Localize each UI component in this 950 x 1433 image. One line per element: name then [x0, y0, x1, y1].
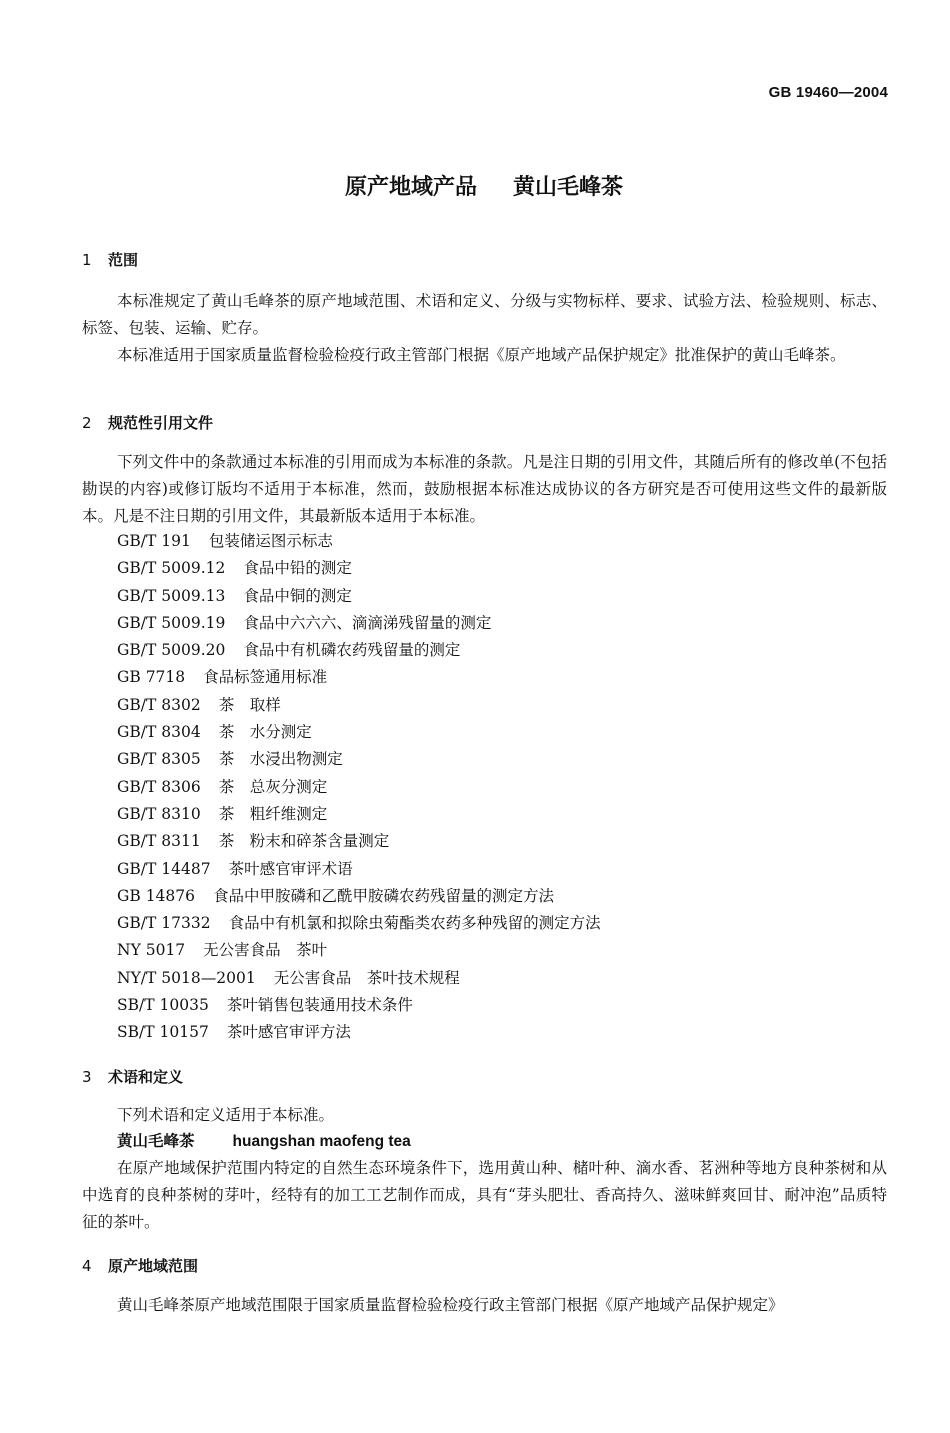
reference-name: 茶 粉末和碎茶含量测定	[218, 832, 390, 851]
reference-code: GB/T 14487	[117, 859, 211, 878]
title-part-1: 原产地域产品	[344, 175, 477, 200]
reference-name: 茶 水分测定	[218, 723, 312, 742]
reference-item	[117, 801, 601, 828]
reference-name: 食品中六六六、滴滴涕残留量的测定	[243, 613, 492, 632]
reference-item	[117, 583, 601, 610]
reference-name: 无公害食品 茶叶	[203, 941, 328, 960]
reference-name: 食品中铅的测定	[243, 559, 352, 578]
reference-code: GB/T 5009.13	[117, 586, 226, 605]
section-2-paragraph-1: 下列文件中的条款通过本标准的引用而成为本标准的条款。凡是注日期的引用文件，其随后所有的修改单(不包括勘误的内容)或修订版均不适用于本标准，然而，鼓励根据本标准达成协议的各方研究是否可使用这些文件的最新版本。凡是不注日期的引用文件，其最新版本适用于本标准。	[82, 453, 887, 525]
reference-item	[117, 883, 601, 910]
section-title: 范围	[108, 251, 139, 269]
term-definition: 在原产地域保护范围内特定的自然生态环境条件下，选用黄山种、槠叶种、滴水香、茗洲种等地方良种茶树和从中选育的良种茶树的芽叶，经特有的加工工艺制作而成，具有“芽头肥壮、香高持久、滋味鲜爽回甘、耐冲泡”品质特征的茶叶。	[82, 1159, 887, 1231]
reference-code: GB/T 8306	[117, 777, 201, 796]
reference-code: GB 14876	[117, 886, 196, 905]
reference-item	[117, 610, 601, 637]
reference-code: NY 5017	[117, 941, 186, 960]
section-title: 原产地域范围	[108, 1257, 199, 1275]
section-3-heading	[82, 1066, 183, 1087]
term-entry	[117, 1129, 411, 1151]
title-part-2: 黄山毛峰茶	[513, 175, 624, 200]
term-english: huangshan maofeng tea	[232, 1133, 411, 1150]
reference-code: GB/T 17332	[117, 914, 211, 933]
reference-item	[117, 992, 601, 1019]
reference-name: 食品中有机氯和拟除虫菊酯类农药多种残留的测定方法	[228, 914, 601, 933]
reference-name: 食品中甲胺磷和乙酰甲胺磷农药残留量的测定方法	[213, 886, 555, 905]
reference-name: 食品中有机磷农药残留量的测定	[243, 641, 461, 660]
reference-item	[117, 1019, 601, 1046]
section-1-paragraph-2: 本标准适用于国家质量监督检验检疫行政主管部门根据《原产地域产品保护规定》批准保护的黄山毛峰茶。	[117, 346, 846, 364]
reference-item	[117, 965, 601, 992]
reference-code: GB 7718	[117, 668, 186, 687]
reference-item	[117, 664, 601, 691]
section-4-paragraph-1: 黄山毛峰茶原产地域范围限于国家质量监督检验检疫行政主管部门根据《原产地域产品保护规定》	[117, 1296, 784, 1314]
reference-name: 茶叶感官审评方法	[226, 1023, 351, 1042]
section-2-heading	[82, 412, 213, 433]
section-3-intro: 下列术语和定义适用于本标准。	[117, 1106, 335, 1124]
reference-code: SB/T 10157	[117, 1023, 209, 1042]
reference-name: 无公害食品 茶叶技术规程	[273, 968, 460, 987]
reference-code: GB/T 8310	[117, 804, 201, 823]
reference-item	[117, 637, 601, 664]
reference-name: 食品中铜的测定	[243, 586, 352, 605]
reference-name: 茶叶感官审评术语	[228, 859, 353, 878]
reference-code: GB/T 8311	[117, 832, 201, 851]
page-title	[0, 170, 950, 201]
section-4-heading	[82, 1255, 198, 1276]
section-number: 1	[82, 251, 92, 269]
reference-item	[117, 856, 601, 883]
reference-item	[117, 528, 601, 555]
reference-name: 茶 取样	[218, 695, 281, 714]
reference-code: GB/T 5009.12	[117, 559, 226, 578]
reference-item	[117, 910, 601, 937]
reference-code: GB/T 191	[117, 532, 191, 550]
reference-code: SB/T 10035	[117, 996, 209, 1015]
reference-name: 茶 粗纤维测定	[218, 804, 328, 823]
section-1-heading	[82, 249, 138, 270]
section-number: 4	[82, 1257, 92, 1275]
section-number: 3	[82, 1068, 92, 1086]
reference-name: 茶叶销售包装通用技术条件	[226, 996, 413, 1015]
section-title: 术语和定义	[108, 1068, 184, 1086]
reference-code: GB/T 8304	[117, 723, 201, 742]
reference-item	[117, 937, 601, 964]
reference-item	[117, 774, 601, 801]
reference-name: 茶 水浸出物测定	[218, 750, 343, 769]
reference-code: GB/T 8302	[117, 695, 201, 714]
reference-item	[117, 555, 601, 582]
reference-code: GB/T 8305	[117, 750, 201, 769]
reference-name: 包装储运图示标志	[208, 532, 333, 550]
reference-code: GB/T 5009.19	[117, 613, 226, 632]
reference-name: 食品标签通用标准	[203, 668, 328, 687]
section-1-paragraph-1: 本标准规定了黄山毛峰茶的原产地域范围、术语和定义、分级与实物标样、要求、试验方法、检验规则、标志、标签、包装、运输、贮存。	[82, 292, 887, 337]
section-title: 规范性引用文件	[108, 414, 214, 432]
term-chinese: 黄山毛峰茶	[117, 1132, 195, 1150]
section-number: 2	[82, 414, 92, 432]
reference-item	[117, 746, 601, 773]
reference-item	[117, 828, 601, 855]
standard-number: GB 19460—2004	[768, 84, 888, 101]
reference-item	[117, 692, 601, 719]
reference-code: GB/T 5009.20	[117, 641, 226, 660]
normative-reference-list	[117, 528, 601, 1047]
reference-name: 茶 总灰分测定	[218, 777, 328, 796]
reference-code: NY/T 5018—2001	[117, 968, 256, 987]
reference-item	[117, 719, 601, 746]
